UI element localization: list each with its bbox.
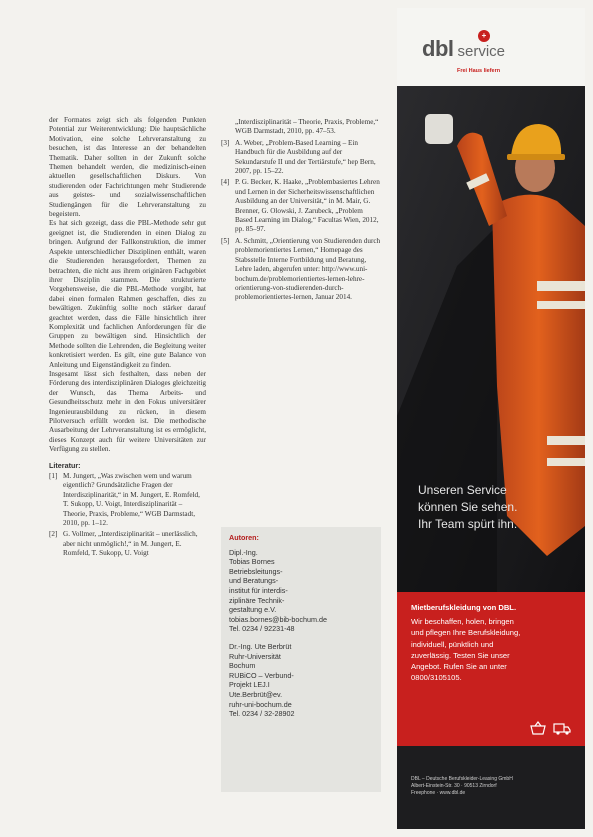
reference-number: [3] — [221, 138, 230, 147]
logo-wordmark: dbl — [422, 36, 454, 61]
ad-slogan — [418, 482, 517, 533]
ad-footer-link[interactable]: Freephone · www.dbl.de — [411, 790, 466, 796]
ad-info-box — [397, 592, 585, 746]
ad-info-line: Wir beschaffen, holen, bringen — [411, 617, 514, 627]
reference-text: A. Weber, „Problem-Based Learning – Ein Handbuch für die Ausbildung auf der Sekundarstufe II und der Tertiärstufe,“ hep Bern, 2007, pp. 15–22. — [235, 138, 376, 176]
author-block — [229, 642, 373, 719]
glove-shape — [425, 114, 453, 144]
ad-info-body — [411, 616, 571, 683]
literature-heading: Literatur: — [49, 460, 81, 470]
paragraph: der Formates zeigt sich als folgenden Punkten Potential zur Weiterentwicklung: Die hauptsächliche Motivation, eine solche Lehrveranstaltung zu besuchen, ist das Interesse an der behandelten Thematik. Daher sollten in der Zukunft solche Themen behandelt werden, die medizinisch-einen aktuellen gesellschaftlichen Diskurs. Von studierenden oder Fachrichtungen mehr Studierende aus geistes- und sozialwissenschaftlichen Studiengängen für die Lehrveranstaltung zu begeistern. — [49, 116, 206, 219]
author-line: und Beratungs- — [229, 576, 279, 586]
reference-number: [2] — [49, 530, 58, 539]
ad-info-line: zuverlässig. Testen Sie unser — [411, 650, 510, 660]
ad-info-title: Mietberufskleidung von DBL. — [411, 603, 517, 612]
ad-footer-line: Albert-Einstein-Str. 30 · 90513 Zirndorf — [411, 783, 497, 789]
slogan-line: können Sie sehen. — [418, 500, 518, 514]
ad-footer-line: DBL – Deutsche Berufskleider-Leasing GmbH — [411, 776, 513, 782]
ad-phone-number[interactable]: 0800/3105105. — [411, 673, 462, 683]
reference-text: A. Schmitt, „Orientierung von Studierenden durch problemorientiertes Lernen,“ Homepage des Stabsstelle Interne Fortbildung und Beratung, Lehre laden, abgerufen unter: http://www.uni-bochum.de/problemorientiertes-lernen-lehre-orientierung-von-studierenden-durch-problemorientiertes-lernen, Januar 2014. — [235, 236, 381, 302]
reference-item — [49, 530, 206, 558]
reference-text: P. G. Becker, K. Haake, „Problembasiertes Lehren und Lernen in der Sicherheitswissenschaftlichen Ausbildung an der Universität,“ in M. Mair, G. Brenner, G. Olowski, J. Zarubeck, „Problem Based Learning im Dialog,“ Facultas Wien, 2012, pp. 85–97. — [235, 178, 380, 234]
author-line: Bochum — [229, 661, 256, 671]
left-text-column — [49, 116, 206, 559]
author-line: Projekt LEJ.I — [229, 680, 270, 690]
author-line: ziplinäre Technik- — [229, 595, 285, 605]
reference-text: M. Jungert, „Was zwischen wem und warum eigentlich? Grundsätzliche Fragen der Interdisziplinarität,“ in M. Jungert, E. Romfeld, T. Sukopp, U. Voigt, Interdisziplinarität – Theorie, Praxis, Probleme,“ WGB Darmstadt, 2010, pp. 1–12. — [63, 472, 200, 528]
author-phone: Tel. 0234 / 92231-48 — [229, 624, 295, 634]
ad-icons — [529, 720, 571, 736]
ad-footer — [397, 746, 585, 829]
reference-item — [221, 118, 381, 137]
dbl-advertisement[interactable] — [397, 8, 585, 829]
delivery-truck-icon — [553, 720, 571, 736]
reference-number: [5] — [221, 236, 230, 245]
dbl-logo — [422, 31, 506, 62]
author-line: Tobias Bornes — [229, 557, 275, 567]
ad-info-line: und pflegen Ihre Berufskleidung, — [411, 628, 521, 638]
logo-plus-icon: + — [478, 30, 490, 42]
ad-info-line: Angebot. Rufen Sie an unter — [411, 662, 507, 672]
reference-number — [221, 118, 235, 137]
slogan-line: Ihr Team spürt ihn. — [418, 517, 518, 531]
author-email[interactable]: tobias.bornes@bib-bochum.de — [229, 614, 327, 624]
reference-item — [49, 472, 206, 528]
author-email[interactable]: ruhr-uni-bochum.de — [229, 699, 292, 709]
author-line: Dr.-Ing. Ute Berbrüt — [229, 641, 292, 651]
reference-number: [4] — [221, 178, 230, 187]
reference-text: G. Vollmer, „Interdisziplinarität – unerlässlich, aber nicht unmöglich!,“ in M. Jungert, E. Romfeld, T. Sukopp, U. Voigt — [63, 530, 198, 558]
author-block — [229, 548, 373, 634]
author-line: gestaltung e.V. — [229, 605, 277, 615]
reference-item — [221, 139, 381, 177]
author-line: institut für interdis- — [229, 585, 288, 595]
authors-box — [221, 527, 381, 792]
author-line: Ruhr-Universität — [229, 651, 281, 661]
paragraph: Insgesamt lässt sich festhalten, dass neben der Förderung des interdisziplinären Dialoges gleichzeitig der Wunsch, das Thema Arbeits- und Gesundheitsschutz mehr in den Fokus universitärer Ingenieurausbildung zu rücken, in diesem Pilotversuch erfüllt worden ist. Die methodische Ausarbeitung der Lehrveranstaltung ist es ermöglicht, dieses Konzept auch für weitere Universitäten zur Verfügung zu stellen. — [49, 369, 206, 454]
reference-text: „Interdisziplinarität – Theorie, Praxis, Probleme,“ WGB Darmstadt, 2010, pp. 47–53. — [235, 118, 379, 136]
slogan-line: Unseren Service — [418, 483, 507, 497]
paragraph: Es hat sich gezeigt, dass die PBL-Methode sehr gut geeignet ist, die Studierenden in einen Dialog zu bringen. Aufgrund der Fallkonstruktion, die immer Aspekte unterschiedlicher Disziplinen enthält, waren die Studierenden herausgefordert, Themen zu betrachten, die nicht aus ihrem originären Fachgebiet ihrer Disziplin stammen. Die strukturierte Vorgehensweise, die die PBL-Methode vorgibt, hat dabei einen formalen Rahmen geschaffen, dies zu bewältigen. Zukünftig sollte noch stärker darauf geachtet werden, dass die Fälle hinsichtlich ihrer Komplexität und fachlichen Anforderungen für die Gruppen zu bewältigen sind. Hinsichtlich der Methode sollten die Lehrenden, die Begleitung weiter konkretisiert werden. Es gilt, eine gute Balance von Anleitung und Eigenständigkeit zu finden. — [49, 219, 206, 369]
author-line: Dipl.-Ing. — [229, 547, 258, 557]
ad-tagline: Frei Haus liefern — [457, 68, 501, 74]
middle-text-column — [221, 116, 381, 303]
reference-item — [221, 178, 381, 234]
author-line: RUBiCO – Verbund- — [229, 670, 294, 680]
reference-number: [1] — [49, 472, 58, 481]
author-phone: Tel. 0234 / 32-28902 — [229, 709, 295, 719]
author-email[interactable]: Ute.Berbrüt@ev. — [229, 689, 283, 699]
laundry-basket-icon — [529, 720, 547, 736]
author-line: Betriebsleitungs- — [229, 566, 283, 576]
ad-header — [397, 8, 585, 86]
logo-service-text: service — [457, 43, 506, 60]
ad-info-line: individuell, pünktlich und — [411, 639, 494, 649]
authors-title: Autoren: — [229, 533, 259, 542]
reference-item — [221, 237, 381, 303]
